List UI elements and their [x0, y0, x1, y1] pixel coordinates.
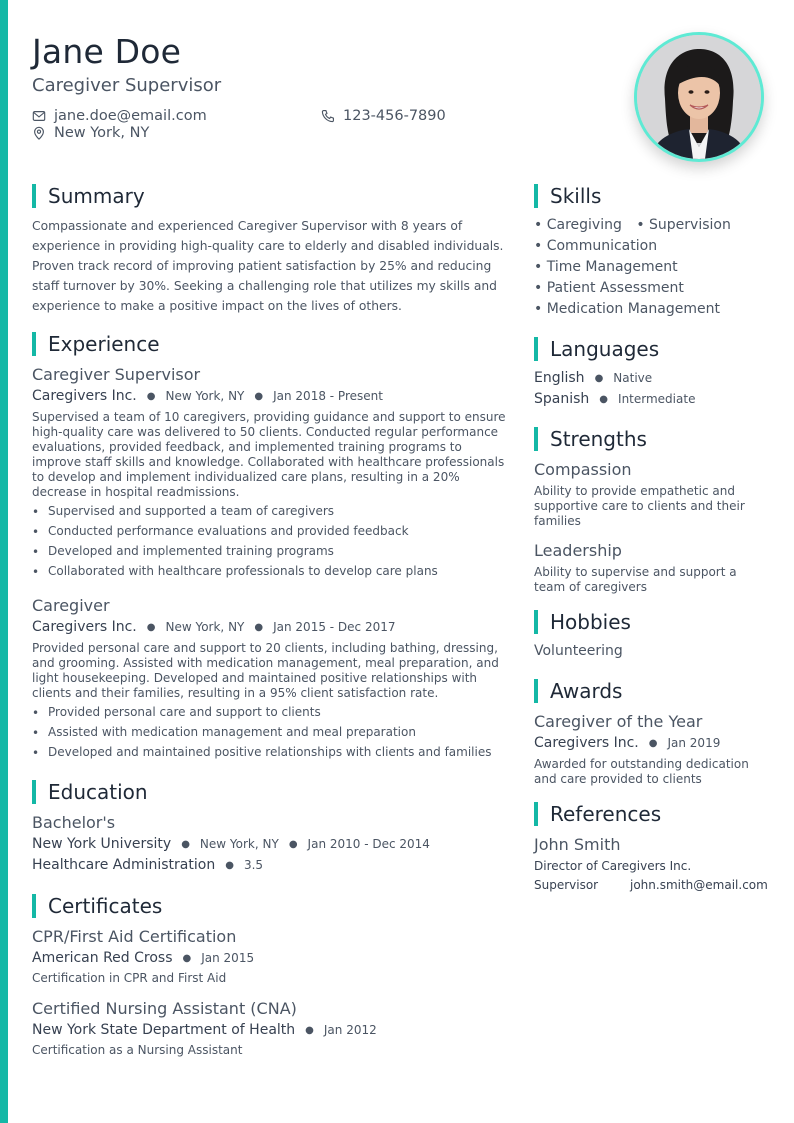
separator-dot: ● [146, 390, 156, 402]
strength-description: Ability to provide empathetic and supportive care to clients and their families [534, 484, 745, 528]
reference-name: John Smith [534, 835, 621, 854]
list-item: • Assisted with medication management and meal preparation [32, 723, 512, 743]
education-meta [32, 836, 430, 852]
summary-heading: Summary [32, 184, 145, 208]
certificate-meta [32, 1022, 377, 1038]
list-item: • Developed and maintained positive relationships with clients and families [32, 743, 512, 763]
summary-text: Compassionate and experienced Caregiver Supervisor with 8 years of experience in providing high-quality care to elderly and disabled individuals. Proven track record of improving patient satisfaction by 25% and reducing staff turnover by 30%. Seeking a challenging role that utilizes my skills and experience to make a positive impact on the lives of others. [32, 219, 504, 313]
education-dates: Jan 2010 - Dec 2014 [307, 837, 430, 851]
certificate-description: Certification as a Nursing Assistant [32, 1043, 243, 1057]
job-dates: Jan 2015 - Dec 2017 [273, 620, 396, 634]
certificate-issuer: New York State Department of Health [32, 1022, 296, 1038]
job-description: Provided personal care and support to 20 clients, including bathing, dressing, and grooming. Assisted with medication management, meal preparation, and light housekeeping. Developed and maintained positive relationships with clients and their families, resulting in a 95% client satisfaction rate. [32, 641, 499, 700]
separator-dot: ● [225, 859, 234, 871]
language-level: Intermediate [618, 392, 696, 406]
candidate-name: Jane Doe [32, 32, 182, 71]
job-bullets [32, 703, 512, 763]
mail-icon [32, 109, 46, 123]
hobbies-heading: Hobbies [534, 610, 631, 634]
language-row [534, 370, 652, 386]
list-item: • Supervised and supported a team of caregivers [32, 502, 512, 522]
language-row [534, 391, 695, 407]
award-meta [534, 735, 720, 751]
separator-dot: ● [146, 621, 156, 633]
job-meta [32, 388, 383, 404]
language-name: Spanish [534, 391, 590, 407]
job-company: Caregivers Inc. [32, 619, 137, 635]
reference-email[interactable]: john.smith@email.com [630, 878, 768, 892]
job-location: New York, NY [165, 389, 245, 403]
awards-heading: Awards [534, 679, 622, 703]
education-school: New York University [32, 836, 172, 852]
certificate-description: Certification in CPR and First Aid [32, 971, 227, 985]
profile-photo [634, 32, 764, 162]
job-company: Caregivers Inc. [32, 388, 137, 404]
language-level: Native [613, 371, 653, 385]
job-meta [32, 619, 396, 635]
skill-item: • Supervision [636, 217, 731, 233]
candidate-title: Caregiver Supervisor [32, 75, 222, 96]
references-heading: References [534, 802, 661, 826]
certificate-name: CPR/First Aid Certification [32, 927, 237, 946]
education-field-row [32, 857, 263, 873]
skills-row [534, 217, 731, 233]
award-issuer: Caregivers Inc. [534, 735, 639, 751]
certificate-issuer: American Red Cross [32, 950, 173, 966]
certificates-heading: Certificates [32, 894, 162, 918]
email-text: jane.doe@email.com [54, 108, 207, 124]
contact-email[interactable] [32, 108, 207, 124]
strength-name: Leadership [534, 541, 622, 560]
separator-dot: ● [648, 737, 658, 749]
separator-dot: ● [254, 390, 264, 402]
job-title: Caregiver [32, 596, 110, 615]
education-degree: Bachelor's [32, 813, 116, 832]
award-description: Awarded for outstanding dedication and care provided to clients [534, 757, 749, 786]
skill-item: • Time Management [534, 259, 678, 275]
separator-dot: ● [181, 838, 190, 850]
reference-position: Director of Caregivers Inc. [534, 859, 692, 873]
language-name: English [534, 370, 585, 386]
separator-dot: ● [254, 621, 264, 633]
certificate-meta [32, 950, 254, 966]
profile-photo-image [637, 35, 761, 159]
certificate-date: Jan 2012 [323, 1023, 377, 1037]
separator-dot: ● [182, 952, 192, 964]
skill-item: • Caregiving [534, 217, 622, 233]
job-dates: Jan 2018 - Present [273, 389, 383, 403]
job-description: Supervised a team of 10 caregivers, providing guidance and support to ensure high-quality care was delivered to 50 clients. Conducted regular performance evaluations, provided feedback, and implemented training programs to improve staff skills and knowledge. Collaborated with healthcare professionals to develop and implement individualized care plans, resulting in a 20% decrease in hospital readmissions. [32, 410, 506, 499]
list-item: • Collaborated with healthcare professionals to develop care plans [32, 562, 512, 582]
certificate-date: Jan 2015 [201, 951, 255, 965]
strength-description: Ability to supervise and support a team of caregivers [534, 565, 737, 594]
skill-item: • Communication [534, 238, 658, 254]
resume-page [32, 0, 768, 1123]
list-item: • Developed and implemented training programs [32, 542, 512, 562]
skills-heading: Skills [534, 184, 601, 208]
list-item: • Conducted performance evaluations and provided feedback [32, 522, 512, 542]
experience-heading: Experience [32, 332, 160, 356]
location-text: New York, NY [54, 125, 150, 141]
contact-phone[interactable] [321, 108, 446, 124]
separator-dot: ● [288, 838, 298, 850]
award-date: Jan 2019 [667, 736, 721, 750]
list-item: • Provided personal care and support to clients [32, 703, 512, 723]
separator-dot: ● [599, 393, 609, 405]
education-gpa: 3.5 [243, 858, 264, 872]
contact-location [32, 125, 149, 141]
separator-dot: ● [594, 372, 604, 384]
strengths-heading: Strengths [534, 427, 647, 451]
strength-name: Compassion [534, 460, 632, 479]
skill-item: • Medication Management [534, 301, 720, 317]
accent-bar [0, 0, 8, 1123]
job-location: New York, NY [165, 620, 245, 634]
job-bullets [32, 502, 512, 582]
location-pin-icon [32, 126, 46, 140]
separator-dot: ● [305, 1024, 314, 1036]
job-title: Caregiver Supervisor [32, 365, 201, 384]
education-location: New York, NY [199, 837, 279, 851]
education-heading: Education [32, 780, 148, 804]
phone-icon [321, 109, 335, 123]
languages-heading: Languages [534, 337, 659, 361]
hobby-item: Volunteering [534, 643, 623, 659]
phone-text: 123-456-7890 [343, 108, 446, 124]
award-name: Caregiver of the Year [534, 712, 703, 731]
reference-contact-row [534, 878, 768, 892]
skill-item: • Patient Assessment [534, 280, 684, 296]
education-field: Healthcare Administration [32, 857, 216, 873]
reference-relation: Supervisor [534, 878, 599, 892]
certificate-name: Certified Nursing Assistant (CNA) [32, 999, 297, 1018]
